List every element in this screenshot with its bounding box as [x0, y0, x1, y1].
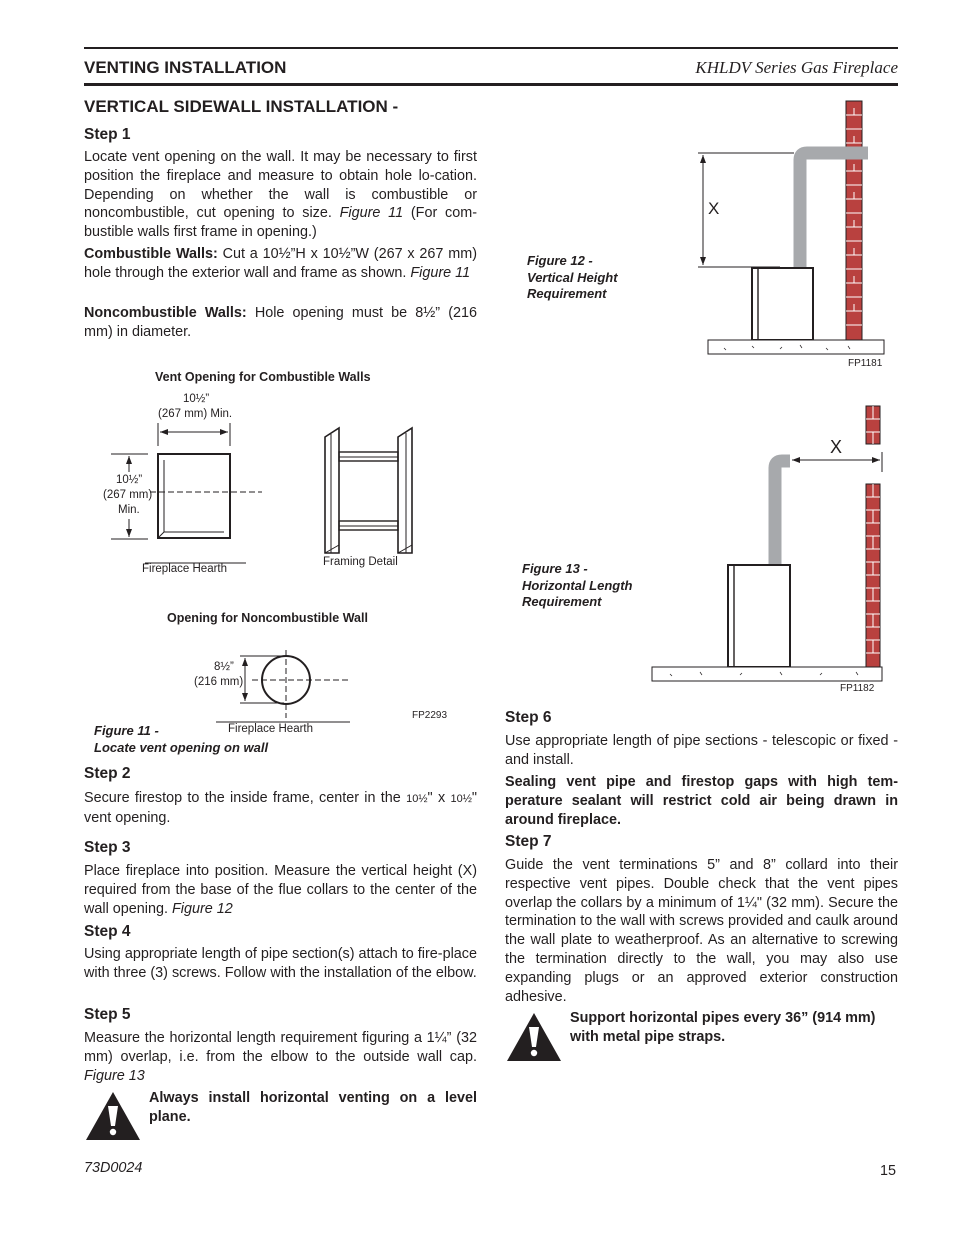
fig11-hearth-label-2: Fireplace Hearth: [228, 723, 314, 735]
step5-heading: Step 5: [84, 1006, 131, 1023]
fig11-combustible-title: Vent Opening for Combustible Walls: [155, 370, 371, 384]
product-name: KHLDV Series Gas Fireplace: [695, 58, 898, 77]
fig11-height-line1: 10½”: [116, 474, 143, 486]
fig11-caption: [94, 723, 268, 756]
step1-heading: Step 1: [84, 126, 131, 143]
step7-warning: Support horizontal pipes every 36” (914 mm) with metal pipe straps.: [570, 1010, 876, 1045]
step5-warning: Always install horizontal venting on a level plane.: [149, 1090, 477, 1125]
fig12-caption-line3: Requirement: [527, 286, 607, 301]
fig12-code: FP1181: [848, 358, 883, 369]
fig11-noncombustible-title: Opening for Noncombustible Wall: [167, 611, 368, 625]
fig11-hearth-label: Fireplace Hearth: [142, 563, 228, 575]
fig12-x-label: X: [708, 199, 720, 218]
step3-text: Place fireplace into position. Measure the vertical height (X) required from the base of the flue collars to the center of the wall opening. Figure 12: [84, 863, 477, 917]
noncombustible-walls-text: Noncombustible Walls: Hole opening must be 8½” (216 mm) in diameter.: [84, 305, 478, 340]
fig11-height-line3: Min.: [118, 504, 140, 516]
document-number: 73D0024: [84, 1160, 143, 1176]
step5-text: Measure the horizontal length requirement figuring a 1¼” (32 mm) overlap, i.e. from the elbow to the outside wall cap. Figure 13: [84, 1030, 477, 1084]
step7-text: Guide the vent terminations 5” and 8” collard into their respective vent pipes. Double check that the vent pipes overlap the collars by a minimum of 1¼" (32 mm). Secure the termination to the wall with screws provided and caulk around the wall plate to weatherproof. As an alternative to screwing the termination directly to the wall, you may also use expanding plugs or an approved exterior construction adhesive.: [505, 857, 898, 1005]
step1-text: Locate vent opening on the wall. It may be necessary to first position the fireplace and measure to obtain hole lo-cation. Depending on whether the wall is combustible or noncombustible, cut opening to size. Figure 11 (For com-bustible walls first frame in opening.): [84, 149, 478, 241]
fig12-caption-line1: Figure 12 -: [527, 253, 593, 268]
fig11-caption-line2: Locate vent opening on wall: [94, 739, 269, 755]
fig13-caption-line2: Horizontal Length: [522, 577, 633, 593]
fig13-caption-line1: Figure 13 -: [522, 561, 588, 576]
fig11-caption-line1: Figure 11 -: [94, 723, 159, 738]
fig11-diameter-line2: (216 mm): [194, 676, 244, 688]
step2-text: Secure firestop to the inside frame, center in the 10½" x 10½" vent opening.: [84, 790, 477, 826]
section-title: VENTING INSTALLATION: [84, 58, 287, 77]
fig11-diameter-line1: 8½”: [214, 661, 234, 673]
fig13-x-label: X: [830, 437, 843, 457]
fig13-code: FP1182: [840, 683, 875, 694]
fig11-height-line2: (267 mm): [103, 489, 153, 501]
fig11-width-line1: 10½”: [183, 393, 210, 405]
warning-icon: [505, 1011, 563, 1063]
page-title: VERTICAL SIDEWALL INSTALLATION -: [84, 97, 399, 116]
fig13-caption-line3: Requirement: [522, 594, 602, 609]
step4-text: Using appropriate length of pipe section(s) attach to fire-place with three (3) screws. Follow with the installation of the elbow.: [84, 946, 477, 981]
page-number: 15: [880, 1163, 897, 1179]
fig12-caption-line2: Vertical Height: [527, 269, 618, 285]
warning-icon: [84, 1090, 142, 1142]
step2-heading: Step 2: [84, 765, 131, 782]
combustible-walls-text: Combustible Walls: Cut a 10½”H x 10½”W (267 x 267 mm) hole through the exterior wall and frame as shown. Figure 11: [84, 246, 477, 281]
fig11-width-line2: (267 mm) Min.: [158, 408, 233, 420]
fig11-code: FP2293: [412, 710, 448, 721]
step7-heading: Step 7: [505, 833, 552, 850]
step4-heading: Step 4: [84, 923, 131, 940]
step6-bold-text: Sealing vent pipe and firestop gaps with high tem-perature sealant will restrict cold air being drawn in around fireplace.: [505, 774, 898, 828]
fig11-framing-label: Framing Detail: [323, 556, 398, 568]
step3-heading: Step 3: [84, 839, 131, 856]
step6-text: Use appropriate length of pipe sections - telescopic or fixed - and install.: [505, 733, 898, 768]
step6-heading: Step 6: [505, 709, 552, 726]
